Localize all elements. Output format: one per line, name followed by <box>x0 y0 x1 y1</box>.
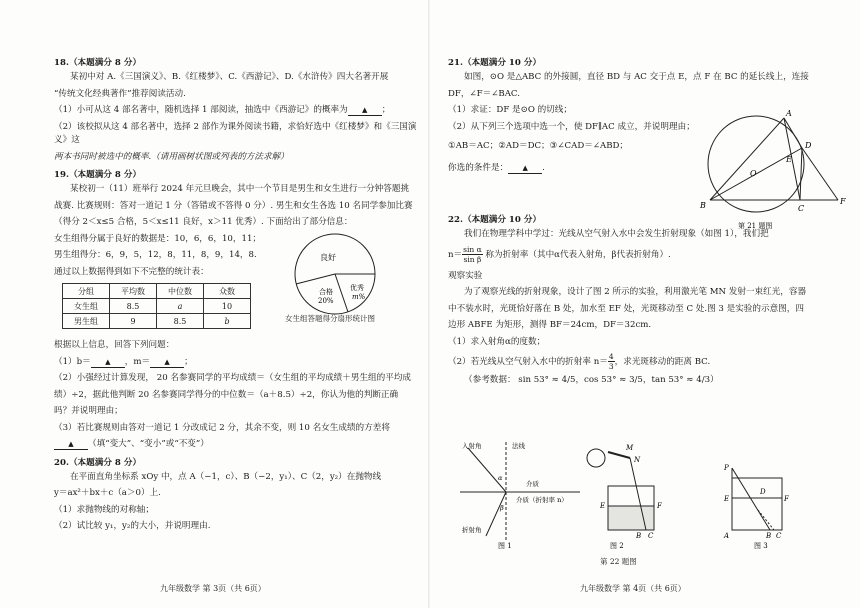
fig1-label-incidence: 入射角 <box>462 442 482 450</box>
q19-text-5: 男生组得分：6，9，5，12，8，11，8，9，14，8. <box>54 250 257 260</box>
q19-sub-1a: （1）b＝ <box>54 356 91 367</box>
table-cell: 8.5 <box>110 299 157 314</box>
q22-figure-3 <box>720 440 830 550</box>
q19-sub-2a: （2）小强经过计算发现， 20 名参赛同学的平均成绩＝（女生组的平均成绩＋男生组的平均成 <box>54 373 412 383</box>
q19-text-4: 女生组得分属于良好的数据是：10，6，6，10，11； <box>54 233 262 244</box>
formula-n: n＝ <box>448 249 463 260</box>
line-pb <box>732 468 770 530</box>
q21-choose: 你选的条件是： ▲ . <box>448 162 545 173</box>
refracted-ray <box>486 492 506 536</box>
q18-heading: 18.（本题满分 8 分） <box>54 58 142 68</box>
q22-observe: 观察实验 <box>448 270 483 281</box>
pie-label-excellent: 优秀 <box>350 284 364 292</box>
q21-heading: 21.（本题满分 10 分） <box>448 58 542 68</box>
fig1-label-medium: 介质 <box>526 480 539 488</box>
fig2-caption: 图 2 <box>610 542 624 550</box>
answer-blank: ▲ <box>348 106 382 116</box>
fig3-label-a: A <box>724 532 730 540</box>
q21-choose-text: 你选的条件是： <box>448 162 509 173</box>
fig3-label-f: F <box>784 495 789 503</box>
pie-label-good: 良好 <box>320 253 336 262</box>
q19-text-1: 某校初一（11）班举行 2024 年元旦晚会，其中一个节目是男生和女生进行一分钟答题挑 <box>70 184 410 194</box>
q19-sub-2c: 吗？并说明理由； <box>54 406 123 416</box>
answer-blank: ▲ <box>91 358 125 368</box>
incident-ray <box>468 448 506 492</box>
q22-reference: （参考数据： sin 53° ≈ 4/5，cos 53° ≈ 3/5，tan 53° ≈ 4/3） <box>464 375 719 385</box>
q19-heading: 19.（本题满分 8 分） <box>54 170 142 180</box>
line-df <box>802 148 838 200</box>
q18-sub-2b: 两本书同时被选中的概率.（请用画树状图或列表的方法求解） <box>54 151 289 162</box>
table-cell: 男生组 <box>63 314 110 329</box>
fig2-label-b: B <box>636 532 642 540</box>
table-header-cell: 众数 <box>204 284 251 299</box>
pie-divider <box>335 274 348 312</box>
q18-sub-1: （1）小可从这 4 部名著中，随机选择 1 部阅读，抽选中《西游记》的概率为 ▲ ； <box>54 105 391 115</box>
point-b-label: B <box>700 201 706 210</box>
fig2-label-n: N <box>634 456 641 464</box>
q18-text-1: 某初中对 A.《三国演义》、B.《红楼梦》、C.《西游记》、D.《水浒传》四大名著开展 <box>70 72 389 82</box>
answer-blank: ▲ <box>54 440 88 450</box>
q20-text-1: 在平面直角坐标系 xOy 中，点 A（−1，c）、B（−2，y₁）、C（2，y₂）在抛物线 <box>70 471 382 482</box>
q22-figure-1 <box>460 440 580 550</box>
q19-text-2: 战赛. 比赛规则：答对一道记 1 分（答错或不答得 0 分）. 男生和女生各选 10 名同学参加比赛 <box>54 200 413 211</box>
point-d-label: D <box>805 141 812 150</box>
table-header-row <box>63 284 251 299</box>
point-a-label: A <box>786 109 792 118</box>
point-e-label: E <box>786 155 792 164</box>
table-cell: 女生组 <box>63 299 110 314</box>
page-footer: 九年级数学 第 3页（共 6页） <box>160 584 266 593</box>
q19-sub-1b: ，m＝ <box>124 356 151 367</box>
n-fraction <box>608 352 615 371</box>
fig1-label-medium-n: 介质（折射率 n） <box>516 496 568 504</box>
fig1-label-normal: 法线 <box>512 442 525 450</box>
q21-figure-caption: 第 21 题图 <box>738 222 773 230</box>
q22-sub-1: （1）求入射角α的度数； <box>448 336 546 347</box>
fig3-label-p: P <box>724 464 729 472</box>
q22-sub-2 <box>448 352 842 371</box>
fig3-label-b: B <box>766 532 772 540</box>
fig3-caption: 图 3 <box>754 542 768 550</box>
observer-head-icon <box>587 449 605 467</box>
q22-text-3: 中不装水时，光斑恰好落在 B 处，加水至 EF 处，光斑移动至 C 处.图 3 是实验的示意图，四 <box>448 303 804 314</box>
line-cd <box>800 148 802 200</box>
q20-text-2: y＝ax²＋bx＋c（a＞0）上. <box>54 488 161 498</box>
table-cell: 9 <box>110 314 157 329</box>
fig1-label-alpha: α <box>498 474 503 482</box>
point-f-label: F <box>840 197 846 206</box>
q19-text-7: 根据以上信息，回答下列问题： <box>54 340 175 350</box>
q18-sub-1-text: （1）小可从这 4 部名著中，随机选择 1 部阅读，抽选中《西游记》的概率为 <box>54 105 348 115</box>
q21-sub-2: （2）从下列三个选项中选一个，使 DF∥AC 成立，并说明理由； <box>448 121 695 132</box>
q20-heading: 20.（本题满分 8 分） <box>54 457 142 468</box>
table-cell: a <box>157 299 204 314</box>
table-cell: b <box>204 314 251 329</box>
rectangle-abfe <box>732 478 782 530</box>
q22-formula <box>448 245 842 264</box>
table-row <box>63 299 251 314</box>
table-cell: 8.5 <box>157 314 204 329</box>
page-footer: 九年级数学 第 4页（共 6页） <box>580 584 686 593</box>
answer-blank: ▲ <box>508 164 542 174</box>
fig2-label-f: F <box>657 502 662 510</box>
q19-text-3: （得分 2＜x≤5 合格，5＜x≤11 良好，x＞11 优秀）. 下面给出了部分信息： <box>54 217 353 227</box>
pie-divider <box>296 274 335 284</box>
point-c-label: C <box>798 204 805 213</box>
table-header-cell: 平均数 <box>110 284 157 299</box>
q22-text-2: 为了观察光线的折射现象，设计了图 2 所示的实验，利用激光笔 MN 发射一束红光，容器 <box>464 287 807 297</box>
q22-sub-2b: ，求光斑移动的距离 BC. <box>614 357 711 367</box>
q19-sub-1: （1）b＝ ▲ ，m＝ ▲ ； <box>54 356 193 367</box>
fig2-label-e: E <box>600 502 606 510</box>
q20-sub-1: （1）求抛物线的对称轴； <box>54 504 154 515</box>
q19-sub-3a: （3）若比赛规则由答对一道记 1 分改成记 2 分，其余不变，则 10 名女生成绩的方差将 <box>54 422 390 433</box>
table-header-cell: 中位数 <box>157 284 204 299</box>
pie-label-pass: 合格 <box>319 288 333 296</box>
q22-text-1: 我们在物理学科中学过：光线从空气射入水中会发生折射现象（如图 1），我们把 <box>464 229 769 239</box>
q18-text-2: “传统文化经典著作”推荐阅读活动. <box>54 88 186 99</box>
answer-blank: ▲ <box>150 358 184 368</box>
q22-figure-2 <box>580 440 690 550</box>
fig1-label-refraction: 折射角 <box>462 526 482 534</box>
q22-sub-2a: （2）若光线从空气射入水中的折射率 n＝ <box>448 357 608 367</box>
fig1-label-beta: β <box>500 504 504 512</box>
q19-sub-3 <box>54 438 420 452</box>
fig3-label-c: C <box>776 532 782 540</box>
fig2-label-m: M <box>626 444 634 452</box>
q22-figure-caption: 第 22 题图 <box>600 557 637 566</box>
stats-table <box>62 283 251 329</box>
formula-desc: 称为折射率（其中α代表入射角，β代表折射角）. <box>485 249 671 260</box>
q19-text-6: 通过以上数据得到如下不完整的统计表： <box>54 266 209 277</box>
right-page <box>430 0 860 608</box>
fig1-caption: 图 1 <box>498 542 512 550</box>
point-o-label: O <box>750 169 757 178</box>
pie-label-pass-pct: 20% <box>318 297 334 305</box>
fig3-label-d: D <box>760 488 766 496</box>
line-ba <box>710 118 784 200</box>
fig3-label-e: E <box>724 495 730 503</box>
n-fraction-den: 3 <box>608 362 614 371</box>
pie-caption: 女生组答题得分扇形统计图 <box>285 314 375 323</box>
pie-label-excellent-pct: m% <box>352 293 366 301</box>
q22-text-4: 边形 ABFE 为矩形，测得 BF＝24cm，DF＝32cm. <box>448 320 652 330</box>
formula-fraction <box>462 245 483 264</box>
water-layer <box>608 506 654 530</box>
q21-text-2: DF，∠F＝∠BAC. <box>448 88 520 99</box>
q21-figure <box>688 108 848 233</box>
laser-pen <box>608 452 630 458</box>
q19-sub-3b: （填“变大”、“变小”或“不变”） <box>88 439 209 449</box>
q19-sub-2b: 绩）÷2，据此他判断 20 名参赛同学得分的中位数＝（a＋8.5）÷2，你认为他的判断正确 <box>54 389 399 400</box>
circle-o <box>708 116 804 212</box>
q21-text-1: 如图，⊙O 是△ABC 的外接圆，直径 BD 与 AC 交于点 E，点 F 在 BC 的延长线上，连接 <box>464 72 809 82</box>
fig2-label-c: C <box>648 532 654 540</box>
table-row <box>63 314 251 329</box>
q21-options: ①AB＝AC；②AD＝DC；③∠CAD＝∠ABD； <box>448 141 629 151</box>
table-header-cell: 分组 <box>63 284 110 299</box>
line-refraction <box>758 510 774 530</box>
table-cell: 10 <box>204 299 251 314</box>
q18-sub-2a: （2）该校拟从这 4 部名著中，选择 2 部作为课外阅读书籍，求恰好选中《红楼梦》和《三国演义》这 <box>54 121 417 145</box>
formula-num: sin α <box>463 244 482 254</box>
n-fraction-num: 4 <box>608 352 614 361</box>
q21-sub-1: （1）求证：DF 是⊙O 的切线； <box>448 105 572 115</box>
formula-den: sin β <box>463 254 482 264</box>
q22-heading: 22.（本题满分 10 分） <box>448 215 542 225</box>
q20-sub-2: （2）试比较 y₁，y₂的大小，并说明理由. <box>54 521 211 531</box>
